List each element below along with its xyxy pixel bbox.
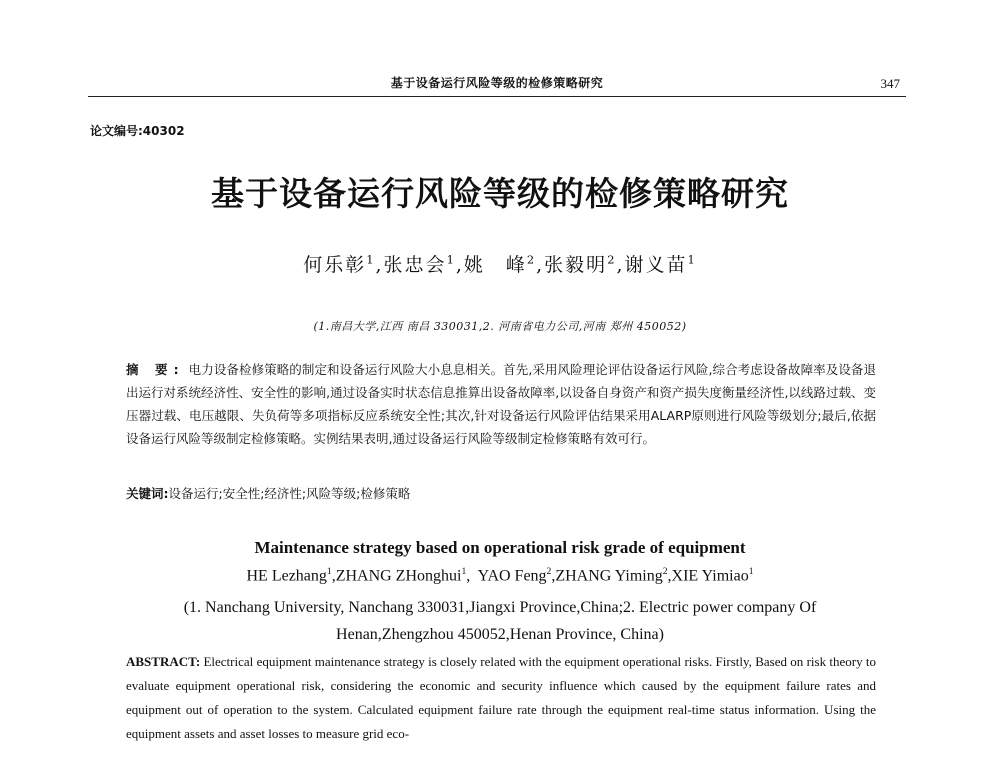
- abstract-label: 摘 要:: [126, 362, 185, 377]
- running-header: [88, 70, 906, 97]
- author-name: 何乐彰: [303, 254, 367, 276]
- author-separator: ,: [331, 567, 336, 585]
- english-title: Maintenance strategy based on operational risk grade of equipment: [254, 538, 746, 557]
- author-name: 张忠会: [383, 254, 447, 276]
- author-separator: ,: [466, 567, 478, 585]
- author-affiliation-mark: 1: [748, 566, 754, 577]
- keywords-text: 设备运行;安全性;经济性;风险等级;检修策略: [168, 486, 411, 501]
- author-affiliation-mark: 2: [546, 566, 552, 577]
- author-separator: ,: [667, 567, 672, 585]
- running-title: 基于设备运行风险等级的检修策略研究: [390, 76, 604, 90]
- chinese-keywords: [126, 484, 876, 502]
- author-affiliation-mark: 1: [461, 566, 467, 577]
- abstract-text: 电力设备检修策略的制定和设备运行风险大小息息相关。首先,采用风险理论评估设备运行风险,综合考虑设备故障率及设备退出运行对系统经济性、安全性的影响,通过设备实时状态信息推算出设备故障率,以设备自身资产和资产损失度衡量经济性,以线路过载、变压器过载、电压越限、失负荷等多项指标反应系统安全性;其次,针对设备运行风险评估结果采用ALARP原则进行风险等级划分;最后,依据设备运行风险等级制定检修策略。实例结果表明,通过设备运行风险等级制定检修策略有效可行。: [126, 362, 876, 446]
- author-name: 张毅明: [544, 254, 608, 276]
- author-affiliation-mark: 1: [366, 252, 376, 267]
- author-name: XIE Yimiao: [671, 567, 749, 585]
- author-separator: ,: [551, 567, 556, 585]
- chinese-affiliation: (1.南昌大学,江西 南昌 330031,2. 河南省电力公司,河南 郑州 450052): [313, 320, 687, 333]
- author-name: 谢义苗: [624, 254, 688, 276]
- author-name: HE Lezhang: [246, 567, 327, 585]
- author-name: YAO Feng: [477, 567, 547, 585]
- chinese-title: 基于设备运行风险等级的检修策略研究: [211, 174, 789, 213]
- paper-id: 论文编号:40302: [90, 124, 185, 138]
- affiliation-line: (1. Nanchang University, Nanchang 330031,Jiangxi Province,China;2. Electric power company Of: [183, 599, 817, 616]
- abstract-label: ABSTRACT:: [126, 654, 201, 669]
- author-affiliation-mark: 1: [446, 252, 456, 267]
- author-name: ZHANG Yiming: [555, 567, 663, 585]
- chinese-authors: 何乐彰$^1$,张忠会$^1$,姚 峰$^2$,张毅明$^2$,谢义苗$^1$: [303, 252, 697, 276]
- author-name: ZHANG ZHonghui: [335, 567, 462, 585]
- chinese-abstract: [126, 358, 876, 450]
- abstract-text: Electrical equipment maintenance strategy is closely related with the equipment operational risks. Firstly, Based on risk theory to evaluate equipment operational risk, considering the economic and security influence which caused by the equipment failure rates and equipment out of operation to the system. Calculated equipment failure rate through the equipment real-time status information. Using the equipment assets and asset losses to measure grid eco-: [126, 654, 876, 741]
- english-abstract: [126, 650, 876, 746]
- author-name: 姚 峰: [463, 254, 527, 276]
- author-affiliation-mark: 1: [687, 252, 697, 267]
- page-number: 347: [880, 76, 900, 91]
- english-authors: [0, 566, 1000, 585]
- english-affiliation: [120, 594, 880, 648]
- author-affiliation-mark: 2: [607, 252, 617, 267]
- author-affiliation-mark: 2: [662, 566, 668, 577]
- affiliation-line: Henan,Zhengzhou 450052,Henan Province, China): [336, 626, 664, 643]
- author-affiliation-mark: 1: [326, 566, 332, 577]
- author-affiliation-mark: 2: [526, 252, 537, 267]
- keywords-label: 关键词:: [126, 486, 169, 501]
